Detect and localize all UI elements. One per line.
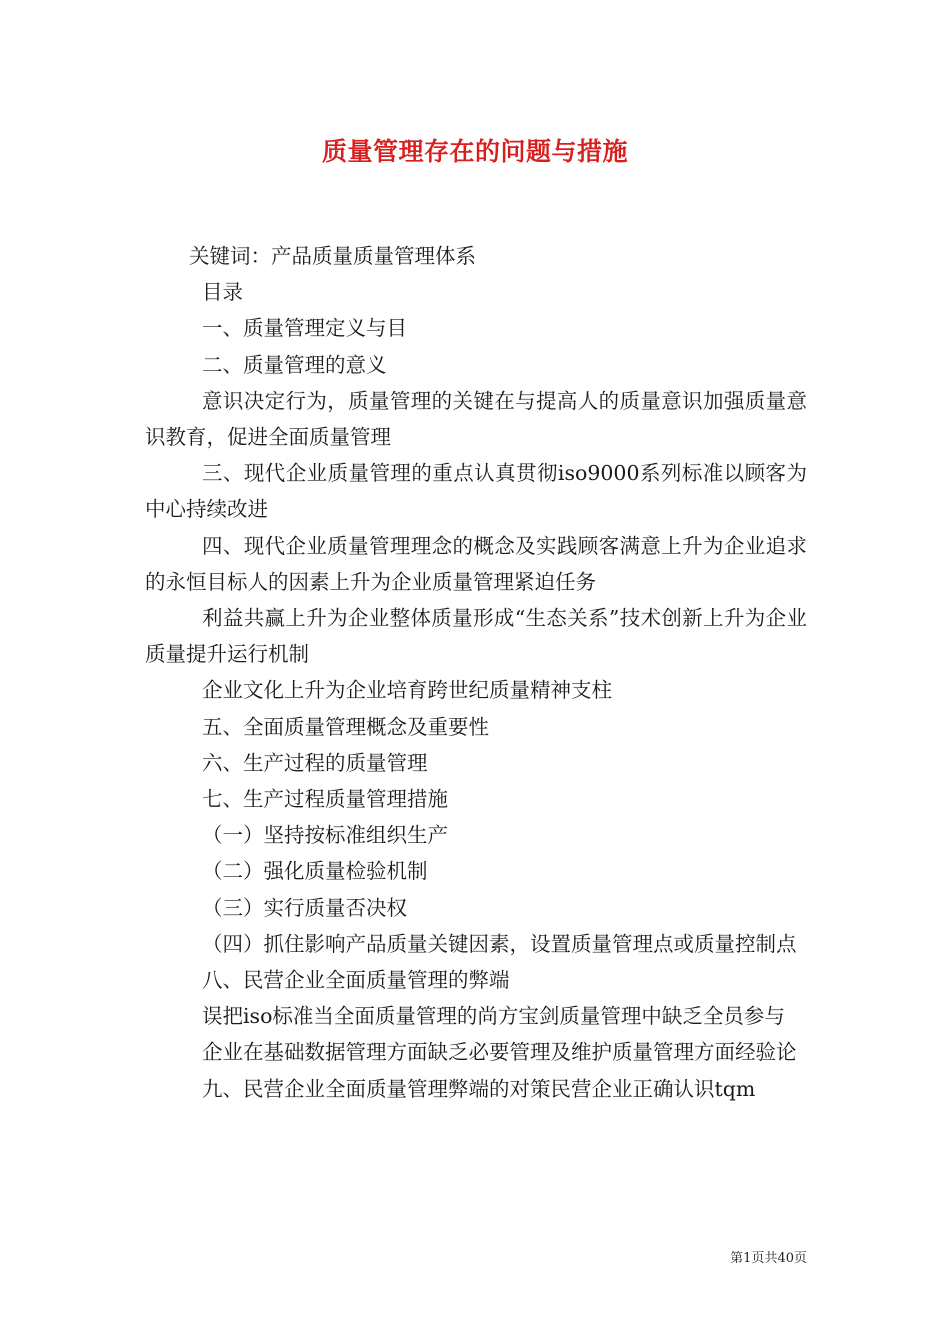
toc-item: 八、民营企业全面质量管理的弊端 <box>202 968 510 993</box>
toc-subitem: （三）实行质量否决权 <box>202 895 407 920</box>
toc-subitem: （二）强化质量检验机制 <box>202 859 428 884</box>
toc-item: 误把iso标准当全面质量管理的尚方宝剑质量管理中缺乏全员参与 <box>202 1004 785 1029</box>
toc-item: 一、质量管理定义与目 <box>202 316 407 341</box>
toc-item: 利益共赢上升为企业整体质量形成“生态关系”技术创新上升为企业质量提升运行机制 <box>145 606 807 667</box>
toc-item: 企业文化上升为企业培育跨世纪质量精神支柱 <box>202 678 612 703</box>
toc-item: 九、民营企业全面质量管理弊端的对策民营企业正确认识tqm <box>202 1076 756 1101</box>
toc-item: 意识决定行为，质量管理的关键在与提高人的质量意识加强质量意识教育，促进全面质量管理 <box>145 388 807 450</box>
toc-item: 四、现代企业质量管理理念的概念及实践顾客满意上升为企业追求的永恒目标人的因素上升为企业质量管理紧迫任务 <box>145 533 807 594</box>
keywords-line: 关键词：产品质量质量管理体系 <box>189 244 476 268</box>
toc-item: 企业在基础数据管理方面缺乏必要管理及维护质量管理方面经验论 <box>202 1040 797 1065</box>
toc-subitem: （一）坚持按标准组织生产 <box>202 823 448 848</box>
document-title: 质量管理存在的问题与措施 <box>321 137 628 166</box>
toc-item: 二、质量管理的意义 <box>202 352 387 377</box>
page-number-footer: 第1页共40页 <box>730 1251 807 1266</box>
toc-item: 七、生产过程质量管理措施 <box>202 787 448 812</box>
toc-item: 三、现代企业质量管理的重点认真贯彻iso9000系列标准以顾客为中心持续改进 <box>145 461 807 522</box>
document-body <box>145 238 807 1107</box>
toc-item: 五、全面质量管理概念及重要性 <box>202 714 489 739</box>
toc-item: 六、生产过程的质量管理 <box>202 750 428 775</box>
toc-subitem: （四）抓住影响产品质量关键因素，设置质量管理点或质量控制点 <box>202 931 797 956</box>
toc-heading: 目录 <box>202 280 243 305</box>
